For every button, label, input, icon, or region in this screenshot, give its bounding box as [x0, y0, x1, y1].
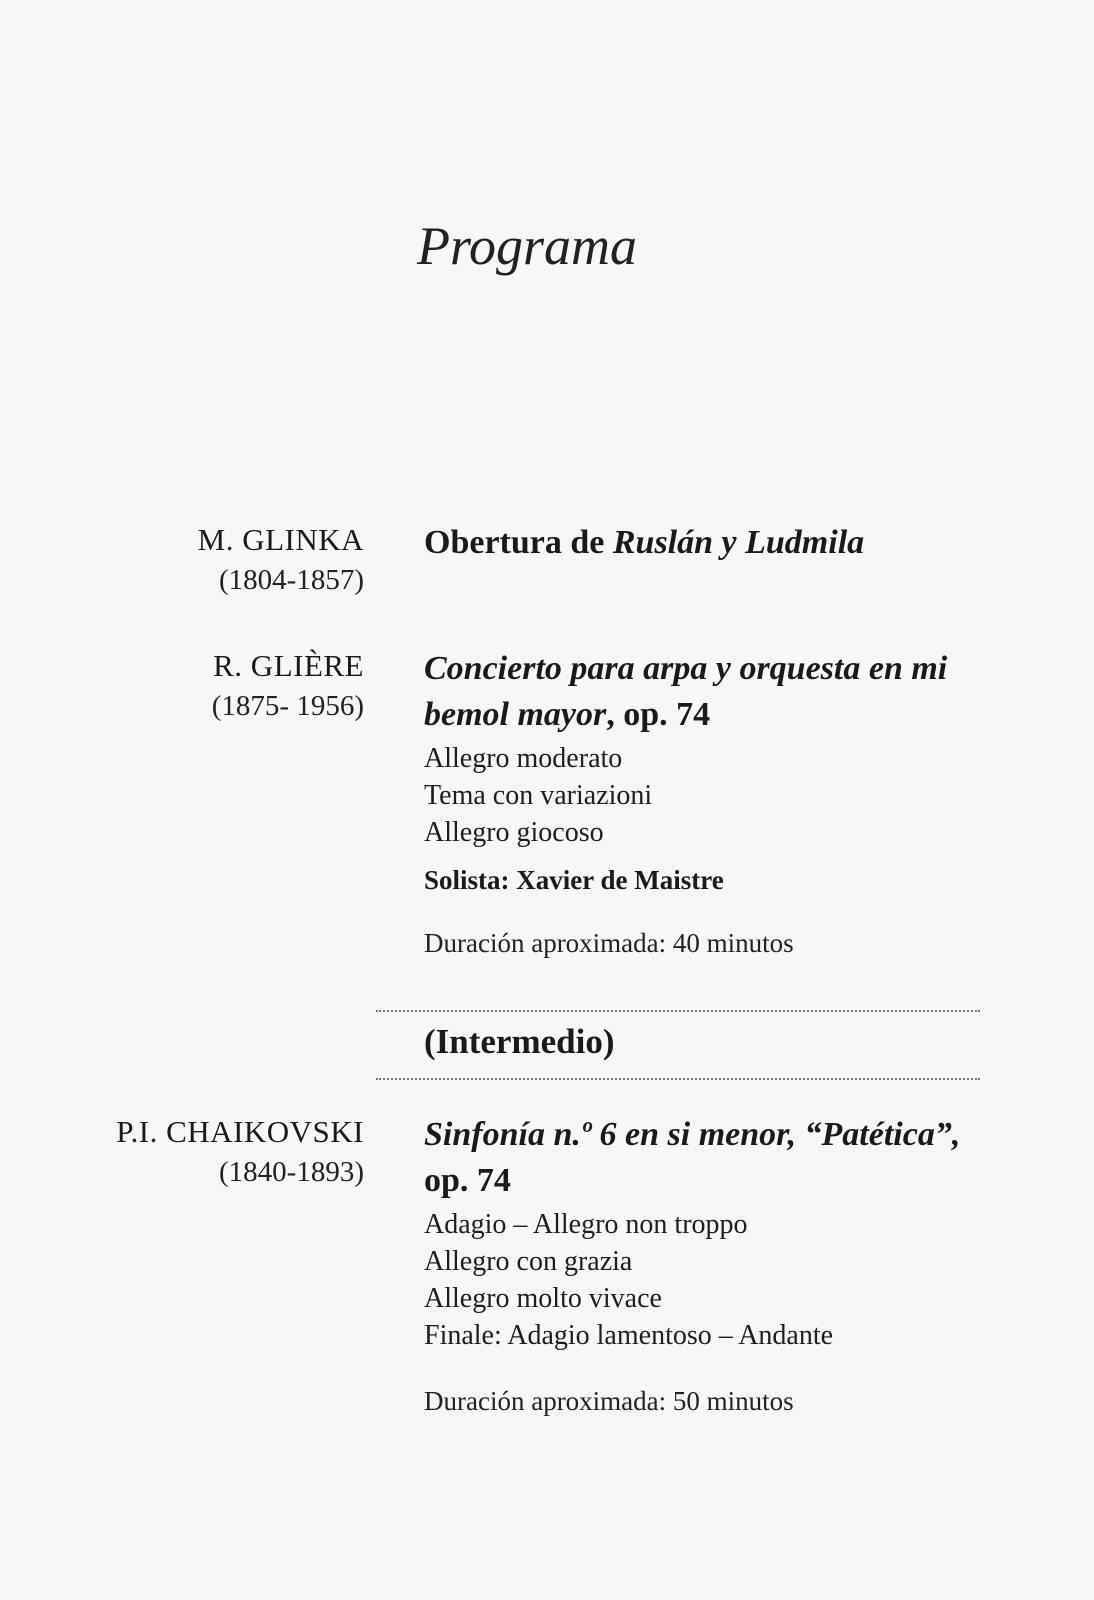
movement-list [424, 740, 1024, 851]
work-glinka [424, 520, 1024, 566]
movement-item: Allegro molto vivace [424, 1283, 662, 1314]
movement-item: Adagio – Allegro non troppo [424, 1209, 748, 1240]
soloist: Solista: Xavier de Maistre [424, 865, 724, 895]
composer-name: R. GLIÈRE [213, 648, 364, 683]
divider-top [376, 1010, 980, 1012]
composer-glinka [198, 520, 364, 600]
work-chaikovski [424, 1112, 1024, 1417]
movement-item: Tema con variazioni [424, 780, 653, 811]
composer-years: (1840-1893) [219, 1156, 364, 1188]
work-title: Concierto para arpa y orquesta en mi bemol mayor, op. 74 [424, 650, 948, 733]
composer-chaikovski [116, 1112, 364, 1192]
movement-item: Finale: Adagio lamentoso – Andante [424, 1320, 834, 1351]
divider-bottom [376, 1078, 980, 1080]
composer-years: (1804-1857) [219, 564, 364, 596]
movement-item: Allegro con grazia [424, 1246, 633, 1277]
composer-name: P.I. CHAIKOVSKI [116, 1114, 364, 1149]
duration: Duración aproximada: 40 minutos [424, 928, 794, 958]
composer-gliere [212, 646, 364, 726]
movement-item: Allegro giocoso [424, 817, 604, 848]
page-title: Programa [416, 216, 637, 276]
intermission: (Intermedio) [424, 1022, 615, 1061]
work-gliere [424, 646, 1024, 959]
movement-list [424, 1206, 1024, 1354]
composer-years: (1875- 1956) [211, 690, 364, 722]
work-title: Obertura de Ruslán y Ludmila [424, 524, 865, 561]
work-title: Sinfonía n.º 6 en si menor, “Patética”, op. 74 [424, 1116, 961, 1199]
duration: Duración aproximada: 50 minutos [424, 1386, 794, 1416]
movement-item: Allegro moderato [424, 743, 623, 774]
composer-name: M. GLINKA [197, 522, 364, 557]
